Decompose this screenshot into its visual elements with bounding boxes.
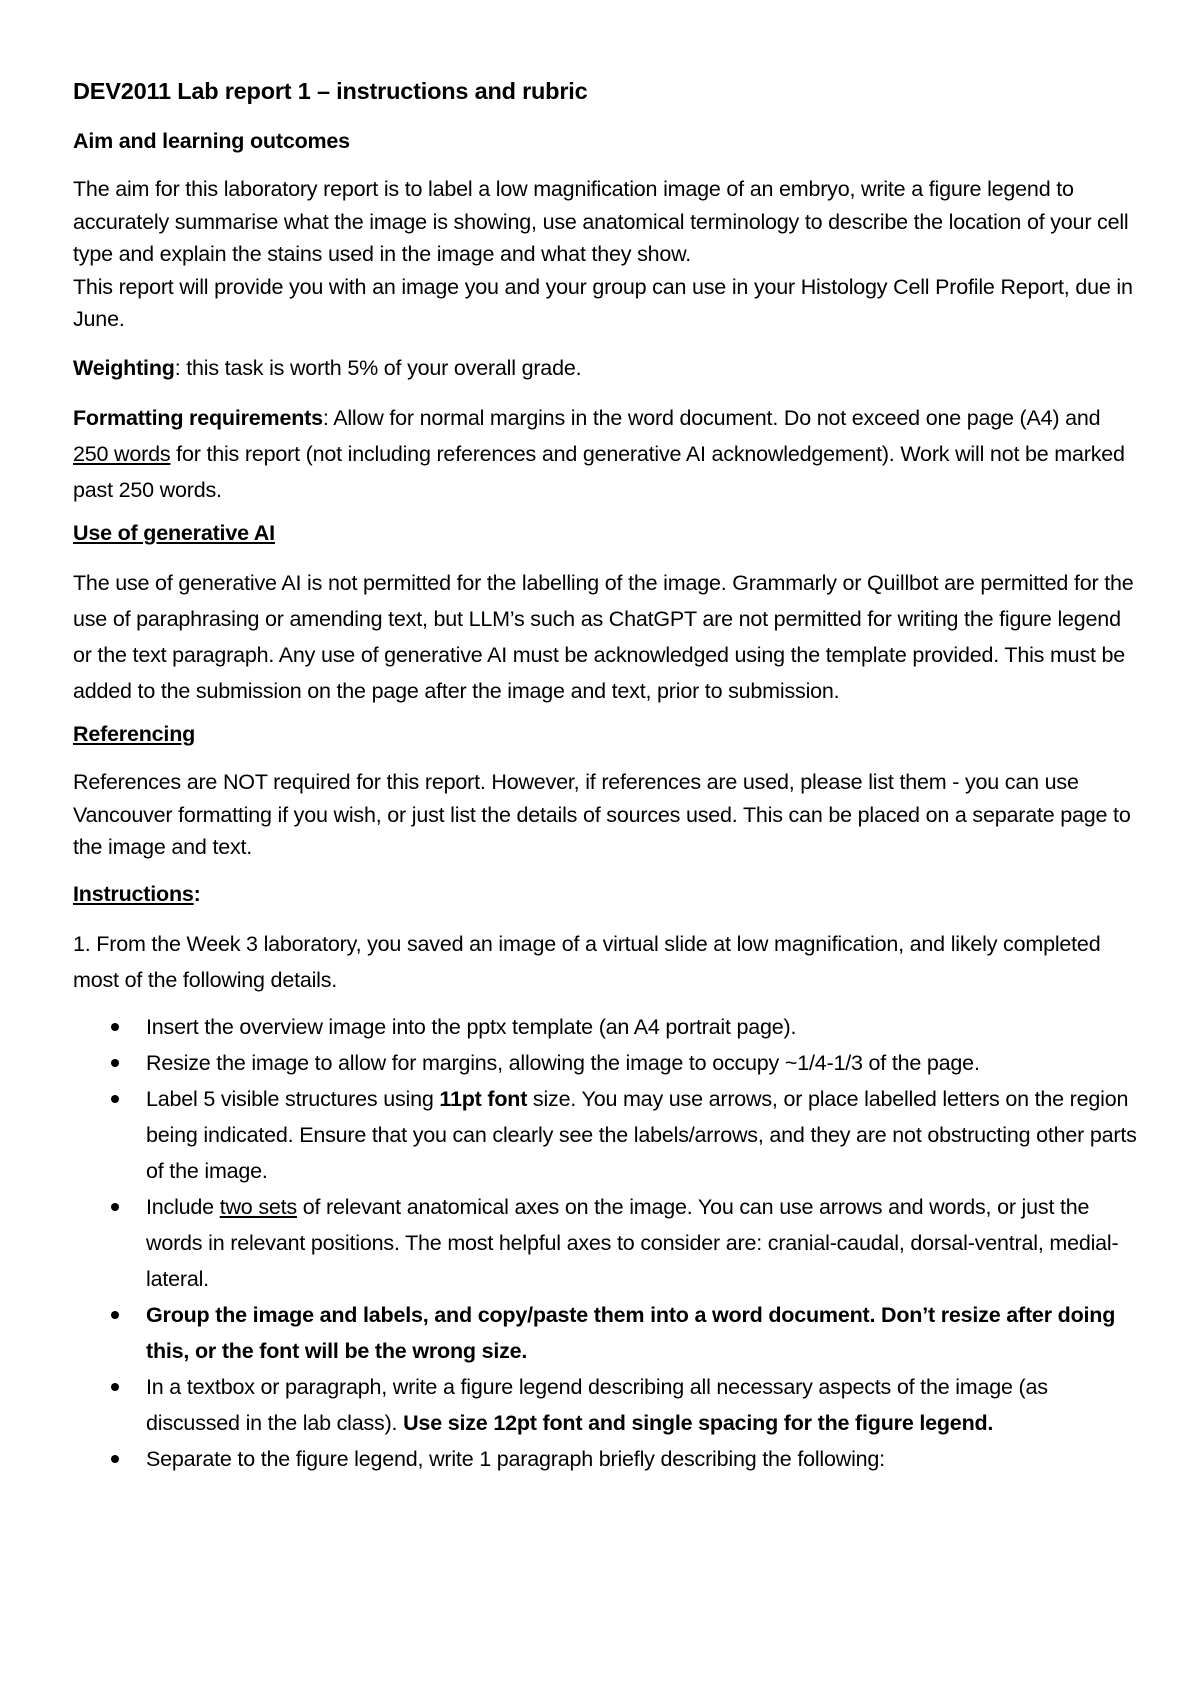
aim-text-2: This report will provide you with an image you and your group can use in your Histology Cell Profile Report, due in June.: [73, 274, 1133, 331]
bullet-icon: [111, 1023, 119, 1031]
genai-paragraph: The use of generative AI is not permitted for the labelling of the image. Grammarly or Quillbot are permitted for the use of paraphrasing or amending text, but LLM’s such as ChatGPT are not permitted for writing the figure legend or the text paragraph. Any use of generative AI must be acknowledged using the template provided. This must be added to the submission on the page after the image and text, prior to submission.: [73, 571, 1134, 703]
font-size-emphasis: 11pt font: [439, 1086, 528, 1111]
bullet-text: In a textbox or paragraph, write a figure legend describing all necessary aspects of the image (as discussed in the lab class).: [146, 1374, 1048, 1435]
two-sets-emphasis: two sets: [219, 1194, 297, 1219]
list-item: [73, 1189, 1140, 1297]
formatting-text-2: for this report (not including references and generative AI acknowledgement). Work will not be marked past 250 words.: [73, 442, 1125, 502]
bullet-icon: [111, 1203, 119, 1211]
list-item: [73, 1009, 1140, 1045]
instruction-bullet-list: [73, 1009, 1140, 1477]
bullet-text: Label 5 visible structures using: [146, 1086, 440, 1111]
word-limit: 250 words: [73, 442, 171, 466]
bullet-text: Include: [146, 1194, 220, 1219]
bullet-icon: [111, 1095, 119, 1103]
bullet-text: Resize the image to allow for margins, allowing the image to occupy ~1/4-1/3 of the page.: [146, 1050, 980, 1075]
bullet-icon: [111, 1383, 119, 1391]
bullet-text: Group the image and labels, and copy/paste them into a word document. Don’t resize after doing this, or the font will be the wrong size.: [146, 1302, 1116, 1363]
bullet-icon: [111, 1059, 119, 1067]
instruction-step-1: 1. From the Week 3 laboratory, you saved an image of a virtual slide at low magnification, and likely completed most of the following details.: [73, 931, 1101, 992]
referencing-heading: Referencing: [73, 722, 196, 746]
bullet-icon: [111, 1455, 119, 1463]
legend-font-emphasis: Use size 12pt font and single spacing for the figure legend.: [403, 1410, 994, 1435]
bullet-text: Insert the overview image into the pptx template (an A4 portrait page).: [146, 1014, 797, 1039]
list-item: [73, 1081, 1140, 1189]
list-item: [73, 1369, 1140, 1441]
list-item: [73, 1045, 1140, 1081]
weighting-text: : this task is worth 5% of your overall grade.: [174, 355, 582, 380]
formatting-text-1: : Allow for normal margins in the word document. Do not exceed one page (A4) and: [322, 406, 1101, 430]
aim-paragraph: [73, 173, 1140, 336]
bullet-text: size. You may use arrows, or place labelled letters on the region being indicated. Ensure that you can clearly see the labels/arrows, and they are not obstructing other parts of the image.: [146, 1086, 1137, 1183]
bullet-icon: [111, 1311, 119, 1319]
aim-text-1: The aim for this laboratory report is to label a low magnification image of an embryo, write a figure legend to accurately summarise what the image is showing, use anatomical terminology to describe the location of your cell type and explain the stains used in the image and what they show.: [73, 177, 1129, 266]
document-title: DEV2011 Lab report 1 – instructions and rubric: [73, 78, 588, 104]
formatting-label: Formatting requirements: [73, 406, 323, 430]
list-item: [73, 1441, 1140, 1477]
instructions-heading-line: [73, 880, 1140, 908]
instructions-colon: :: [193, 881, 201, 906]
aim-heading: Aim and learning outcomes: [73, 129, 350, 153]
bullet-text: Separate to the figure legend, write 1 paragraph briefly describing the following:: [146, 1446, 885, 1471]
formatting-paragraph: [73, 400, 1140, 508]
weighting-label: Weighting: [73, 355, 175, 380]
list-item: [73, 1297, 1140, 1369]
referencing-paragraph: References are NOT required for this report. However, if references are used, please list them - you can use Vancouver formatting if you wish, or just list the details of sources used. This can be placed on a separate page to the image and text.: [73, 770, 1131, 859]
bullet-text: of relevant anatomical axes on the image. You can use arrows and words, or just the words in relevant positions. The most helpful axes to consider are: cranial-caudal, dorsal-ventral, medial-lateral.: [146, 1194, 1119, 1291]
weighting-paragraph: [73, 352, 1140, 385]
genai-heading: Use of generative AI: [73, 521, 275, 545]
instructions-heading: Instructions: [73, 881, 194, 906]
